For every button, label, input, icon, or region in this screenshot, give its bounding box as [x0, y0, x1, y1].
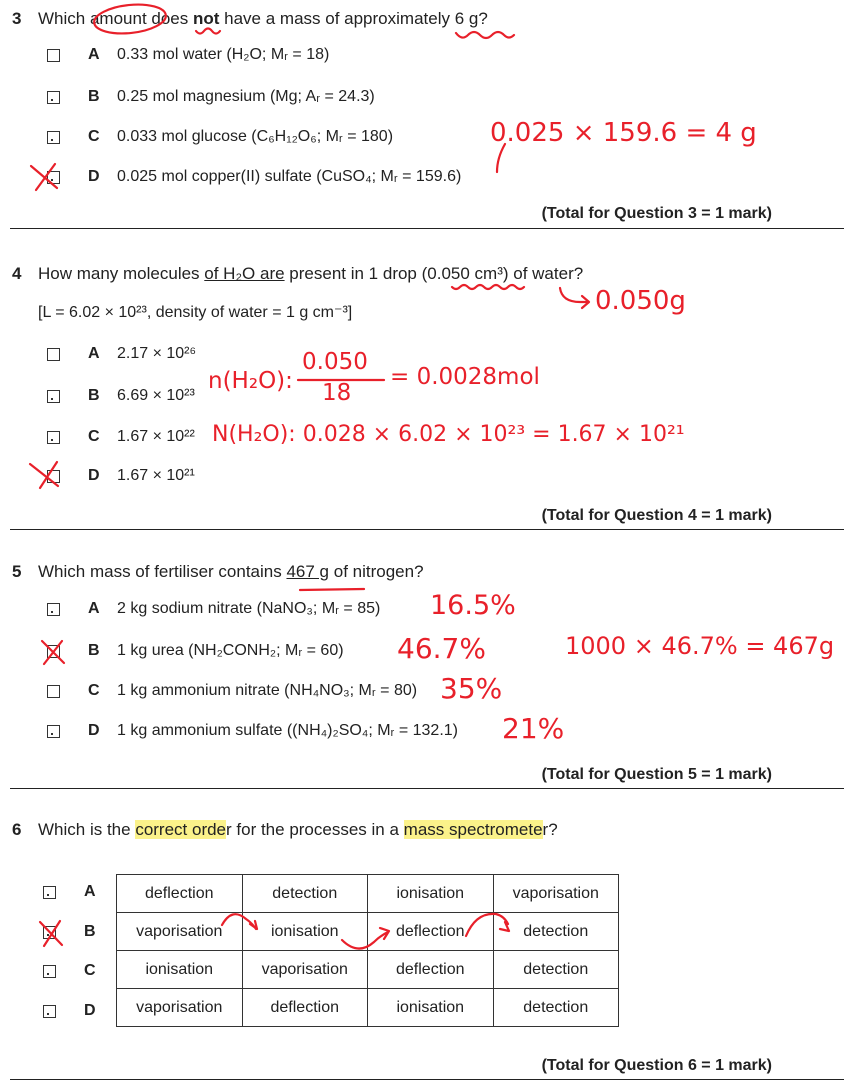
question-stem: Which mass of fertiliser contains 467 g of nitrogen?	[38, 562, 424, 581]
table-row	[117, 989, 619, 1027]
answer-checkbox-d[interactable]	[47, 171, 60, 184]
option-letter: D	[84, 1002, 96, 1019]
question-number: 3	[12, 9, 22, 28]
table-cell: detection	[493, 913, 619, 951]
squiggle-mark	[456, 32, 514, 38]
option-letter: D	[88, 722, 100, 739]
option-letter: C	[88, 428, 100, 445]
option-text: 2 kg sodium nitrate (NaNO₃; Mᵣ = 85)	[117, 600, 381, 617]
answer-checkbox-b[interactable]	[47, 91, 60, 104]
question-total: (Total for Question 3 = 1 mark)	[541, 205, 772, 222]
option-letter: C	[88, 682, 100, 699]
pointer-mark	[497, 144, 505, 172]
handwritten-calculation: 1000 × 46.7% = 467g	[565, 632, 835, 660]
constants-line: [L = 6.02 × 10²³, density of water = 1 g cm⁻³]	[38, 304, 353, 321]
table-cell: ionisation	[117, 951, 243, 989]
option-text: 6.69 × 10²³	[117, 387, 195, 404]
handwritten-n-numerator: 0.050	[302, 349, 368, 375]
divider	[10, 1079, 844, 1080]
option-text: 2.17 × 10²⁶	[117, 345, 197, 362]
option-text: 0.25 mol magnesium (Mg; Aᵣ = 24.3)	[117, 88, 375, 105]
option-letter: A	[88, 46, 100, 63]
answer-checkbox-b[interactable]	[43, 926, 56, 939]
question-number: 6	[12, 820, 22, 839]
option-letter: A	[84, 883, 96, 900]
answer-checkbox-b[interactable]	[47, 645, 60, 658]
table-cell: vaporisation	[117, 913, 243, 951]
question-stem: Which is the correct order for the processes in a mass spectrometer?	[38, 820, 558, 839]
question-number: 5	[12, 562, 22, 581]
answer-checkbox-b[interactable]	[47, 390, 60, 403]
answer-checkbox-a[interactable]	[47, 603, 60, 616]
option-text: 1 kg urea (NH₂CONH₂; Mᵣ = 60)	[117, 642, 344, 659]
question-stem: Which amount does not have a mass of approximately 6 g?	[38, 9, 488, 28]
arrow-mark	[560, 288, 589, 308]
option-text: 1 kg ammonium sulfate ((NH₄)₂SO₄; Mᵣ = 132.1)	[117, 722, 458, 739]
table-row	[117, 913, 619, 951]
table-cell: deflection	[117, 875, 243, 913]
table-cell: ionisation	[242, 913, 368, 951]
option-letter: D	[88, 168, 100, 185]
option-text: 1.67 × 10²¹	[117, 467, 195, 484]
question-stem: How many molecules of H₂O are present in 1 drop (0.050 cm³) of water?	[38, 264, 584, 283]
handwritten-percent-d: 21%	[502, 712, 565, 745]
option-letter: B	[88, 642, 100, 659]
option-text: 0.33 mol water (H₂O; Mᵣ = 18)	[117, 46, 330, 63]
handwritten-percent-c: 35%	[440, 672, 503, 705]
handwritten-calculation: 0.025 × 159.6 = 4 g	[490, 118, 757, 148]
option-text: 1 kg ammonium nitrate (NH₄NO₃; Mᵣ = 80)	[117, 682, 418, 699]
handwritten-N-calc: N(H₂O): 0.028 × 6.02 × 10²³ = 1.67 × 10²¹	[212, 422, 685, 447]
handwritten-percent-a: 16.5%	[430, 590, 516, 621]
answer-checkbox-a[interactable]	[43, 886, 56, 899]
question-total: (Total for Question 6 = 1 mark)	[541, 1057, 772, 1074]
table-cell: vaporisation	[493, 875, 619, 913]
table-cell: ionisation	[368, 875, 494, 913]
option-letter: A	[88, 345, 100, 362]
answer-checkbox-c[interactable]	[47, 431, 60, 444]
table-cell: detection	[493, 951, 619, 989]
question-number: 4	[12, 264, 22, 283]
table-row	[117, 951, 619, 989]
handwritten-n-denominator: 18	[322, 380, 352, 406]
option-letter: B	[88, 387, 100, 404]
option-letter: D	[88, 467, 100, 484]
option-letter: C	[84, 962, 96, 979]
handwritten-n-result: = 0.0028mol	[390, 364, 540, 390]
option-text: 0.033 mol glucose (C₆H₁₂O₆; Mᵣ = 180)	[117, 128, 394, 145]
question-total: (Total for Question 5 = 1 mark)	[541, 766, 772, 783]
table-row	[117, 875, 619, 913]
table-cell: detection	[493, 989, 619, 1027]
table-cell: vaporisation	[242, 951, 368, 989]
option-text: 0.025 mol copper(II) sulfate (CuSO₄; Mᵣ = 159.6)	[117, 168, 462, 185]
squiggle-mark	[452, 285, 524, 289]
option-text: 1.67 × 10²²	[117, 428, 195, 445]
table-cell: deflection	[368, 951, 494, 989]
table-cell: vaporisation	[117, 989, 243, 1027]
table-cell: ionisation	[368, 989, 494, 1027]
underline-mark	[300, 589, 364, 590]
option-letter: A	[88, 600, 100, 617]
divider	[10, 529, 844, 530]
answer-checkbox-a[interactable]	[47, 348, 60, 361]
answer-checkbox-d[interactable]	[47, 470, 60, 483]
handwritten-n-label: n(H₂O):	[208, 368, 293, 394]
answer-checkbox-c[interactable]	[43, 965, 56, 978]
divider	[10, 788, 844, 789]
question-total: (Total for Question 4 = 1 mark)	[541, 507, 772, 524]
handwritten-mass: 0.050g	[595, 286, 686, 316]
answer-checkbox-c[interactable]	[47, 131, 60, 144]
option-letter: B	[84, 923, 96, 940]
table-cell: deflection	[242, 989, 368, 1027]
divider	[10, 228, 844, 229]
process-order-table	[116, 874, 619, 1027]
option-letter: B	[88, 88, 100, 105]
table-cell: deflection	[368, 913, 494, 951]
handwritten-percent-b: 46.7%	[397, 632, 486, 665]
answer-checkbox-d[interactable]	[43, 1005, 56, 1018]
answer-checkbox-a[interactable]	[47, 49, 60, 62]
answer-checkbox-c[interactable]	[47, 685, 60, 698]
option-letter: C	[88, 128, 100, 145]
squiggle-mark	[196, 29, 220, 34]
answer-checkbox-d[interactable]	[47, 725, 60, 738]
table-cell: detection	[242, 875, 368, 913]
